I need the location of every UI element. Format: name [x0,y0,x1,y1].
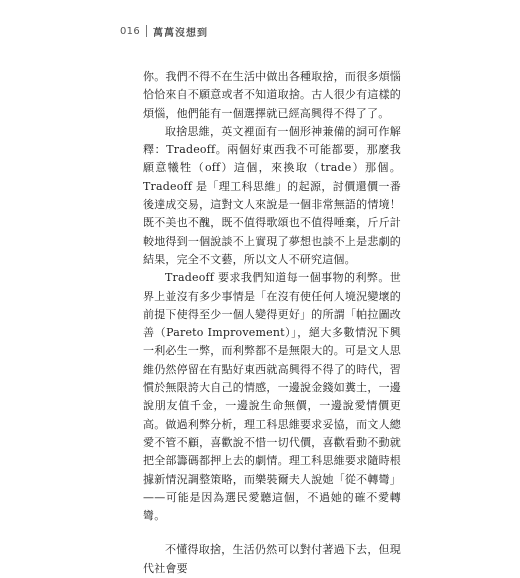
paragraph-closing: 不懂得取捨，生活仍然可以對付著過下去，但現代社會要 [143,543,401,575]
page-number: 016 [120,25,140,37]
paragraph-tradeoff-pros-cons: Tradeoff 要求我們知道每一個事物的利弊。世界上並沒有多少事情是「在沒有使任何人境況變壞的前提下使得至少一個人變得更好」的所謂「帕拉圖改善（Pareto Improvement）」，絕大多數情況下興一利必生一弊，而利弊都不是無限大的。可是文人思維仍然停留在有點好東西就高興得不得了的時代，習慣於無限誇大自己的情感，一邊說金錢如糞土，一邊說朋友值千金，一邊說生命無價，一邊說愛情價更高。做過利弊分析，理工科思維要求妥協，而文人總愛不管不顧，喜歡說不惜一切代價，喜歡看動不動就把全部籌碼都押上去的劇情。理工科思維要求隨時根據新情況調整策略，而樂裝爾夫人說她「從不轉彎」——可能是因為選民愛聽這個，不過她的確不愛轉彎。 [143,271,401,523]
paragraph-tradeoff-definition: 取捨思維，英文裡面有一個形神兼備的詞可作解釋：Tradeoff。兩個好東西我不可能都要，那麼我願意犧牲（off）這個，來換取（trade）那個。Tradeoff 是「理工科思維」的起源，討價還價一番後達成交易，這對文人來說是一個非常無語的情境！既不美也不醜，既不值得歌頌也不值得唾棄，斤斤計較地得到一個說談不上實現了夢想也談不上是悲劇的結果，完全不文藝，所以文人不研究這個。 [143,124,401,266]
running-title: 萬萬沒想到 [153,27,208,39]
paragraph-continuation: 你。我們不得不在生活中做出各種取捨，而很多煩惱恰恰來自不願意或者不知道取捨。古人很少有這樣的煩惱，他們能有一個選擇就已經高興得不得了了。 [143,70,401,120]
body-text [143,68,401,578]
page-header [120,21,208,41]
header-divider [146,25,147,37]
